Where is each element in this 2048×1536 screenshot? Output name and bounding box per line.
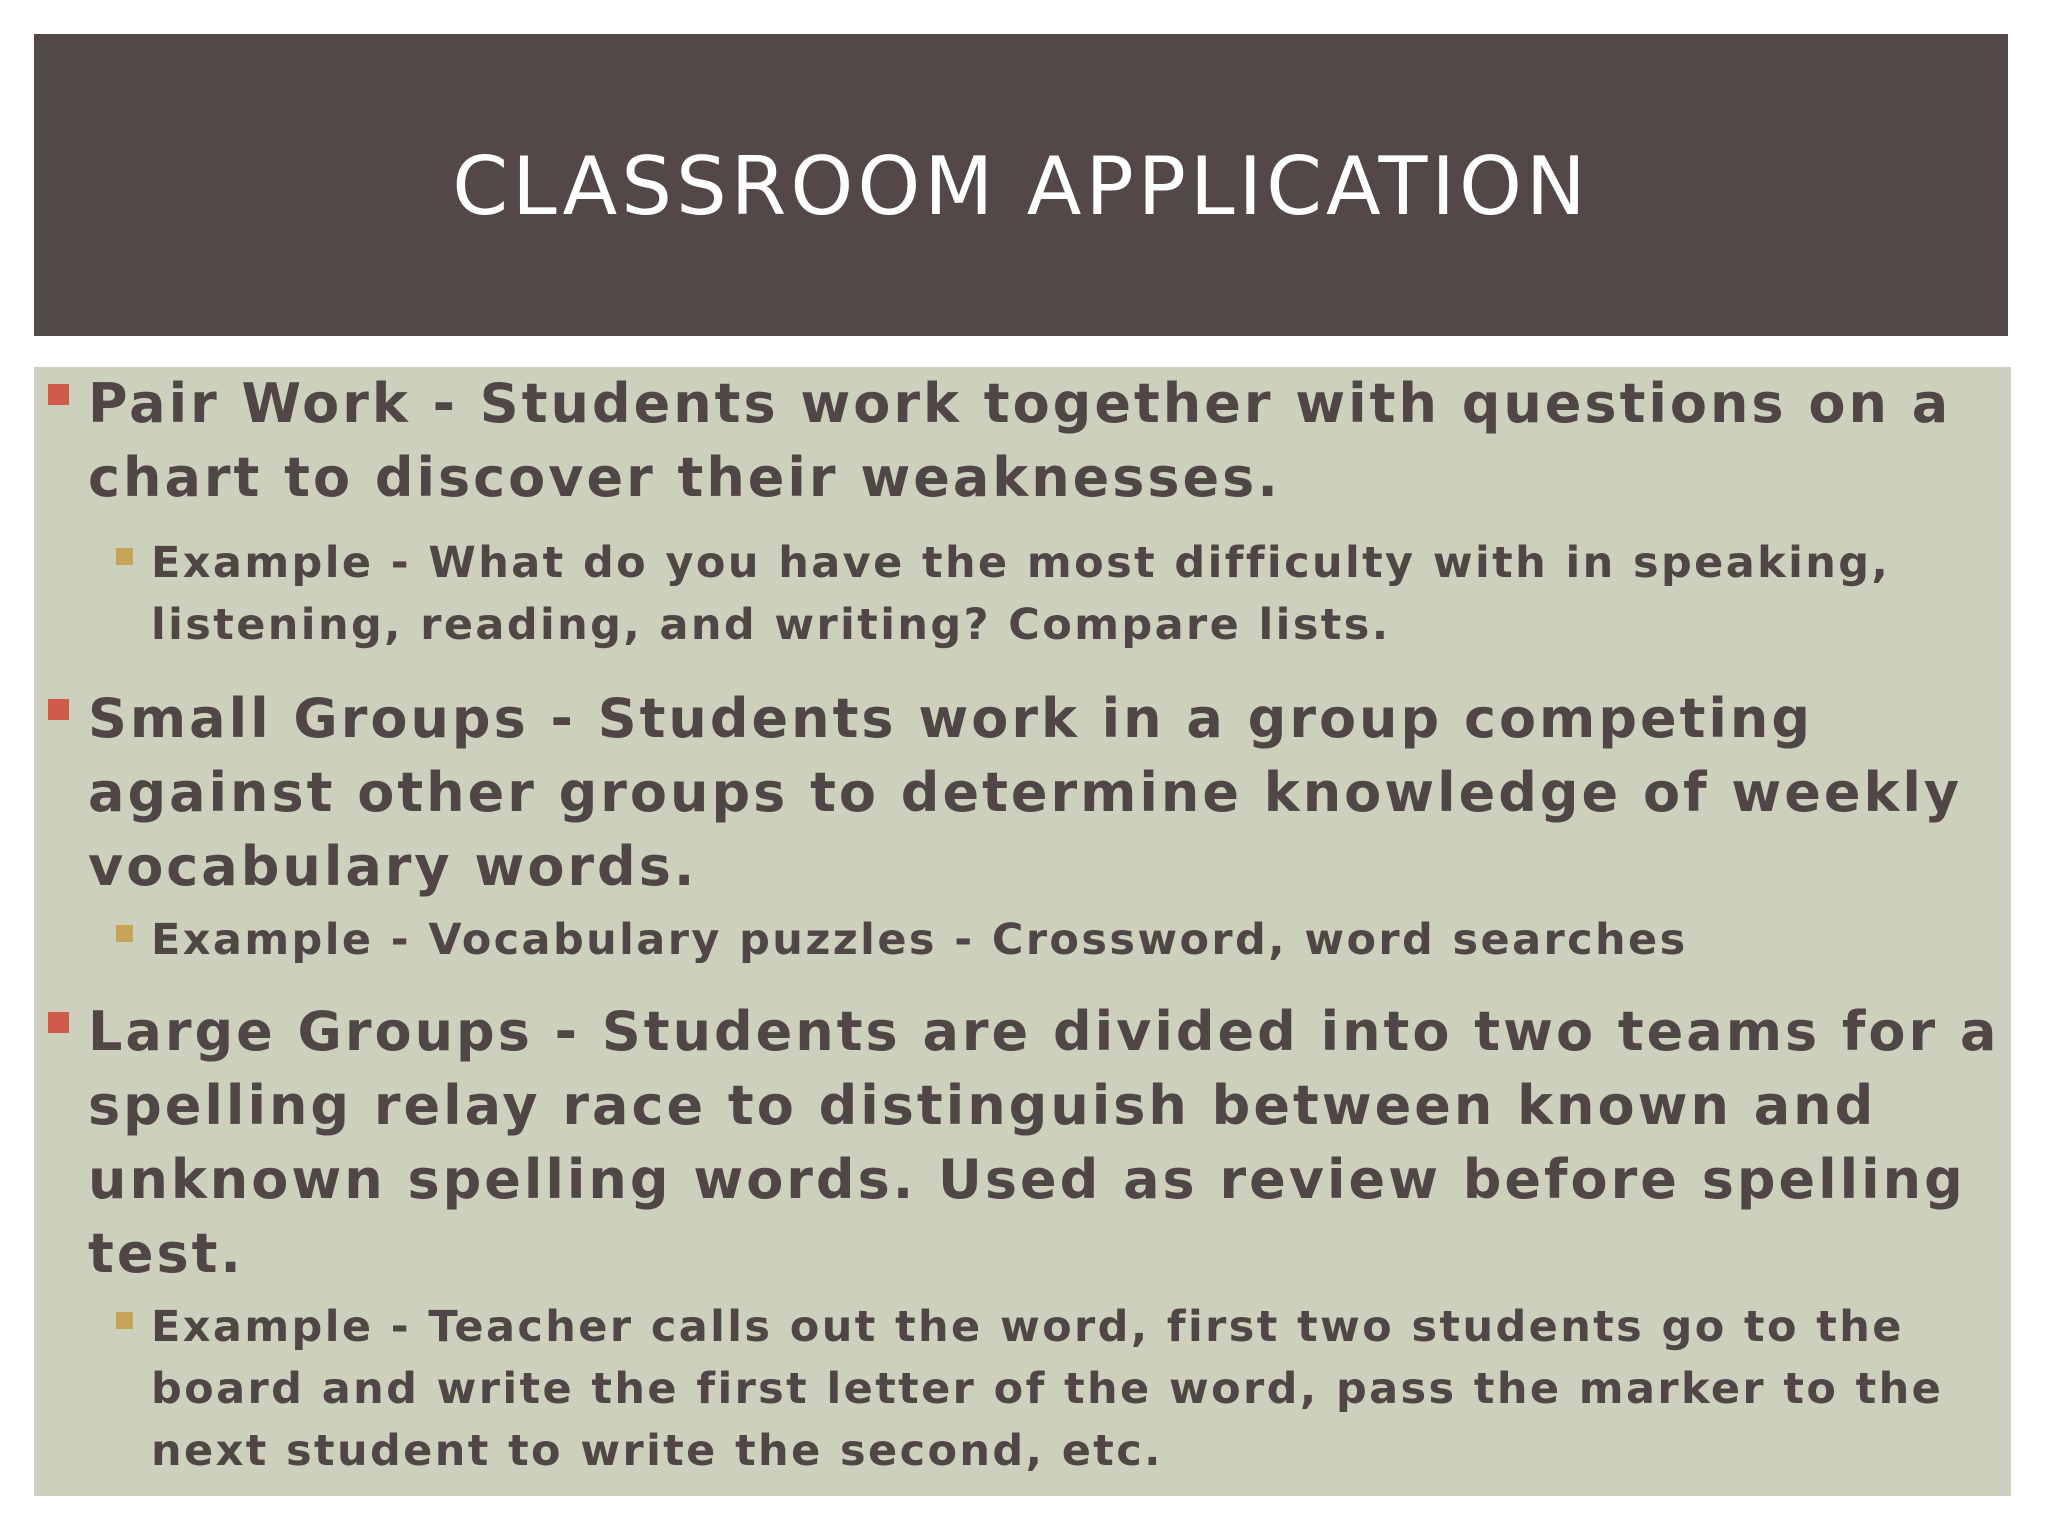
sub-bullet-text: Example - What do you have the most difficulty with in speaking, listening, reading, and writing? Compare lists.: [151, 538, 1891, 650]
bullet-text: Large Groups - Students are divided into two teams for a spelling relay race to distinguish between known and unknown spelling words. Used as review before spelling test.: [88, 1000, 2000, 1285]
square-bullet-icon: [48, 699, 69, 720]
bullet-item-pair-work: [34, 367, 2011, 515]
square-bullet-icon: [116, 925, 133, 942]
bullet-item-large-groups: [34, 995, 2011, 1291]
sub-bullet-item-pair-work-example: [34, 532, 2011, 656]
bullet-text: Small Groups - Students work in a group competing against other groups to determine knowledge of weekly vocabulary words.: [88, 687, 1963, 898]
sub-bullet-text: Example - Vocabulary puzzles - Crossword, word searches: [151, 915, 1688, 965]
bullet-text: Pair Work - Students work together with questions on a chart to discover their weaknesses.: [88, 372, 1952, 509]
square-bullet-icon: [48, 384, 69, 405]
sub-bullet-item-large-groups-example: [34, 1296, 2011, 1482]
sub-bullet-item-small-groups-example: [34, 909, 2011, 971]
square-bullet-icon: [116, 1312, 133, 1329]
slide-title: CLASSROOM APPLICATION: [452, 139, 1590, 233]
square-bullet-icon: [48, 1012, 69, 1033]
bullet-item-small-groups: [34, 682, 2011, 904]
content-panel: [34, 367, 2011, 1496]
sub-bullet-text: Example - Teacher calls out the word, first two students go to the board and write the first letter of the word, pass the marker to the next student to write the second, etc.: [151, 1302, 1944, 1476]
square-bullet-icon: [116, 548, 133, 565]
title-bar: [34, 34, 2008, 336]
